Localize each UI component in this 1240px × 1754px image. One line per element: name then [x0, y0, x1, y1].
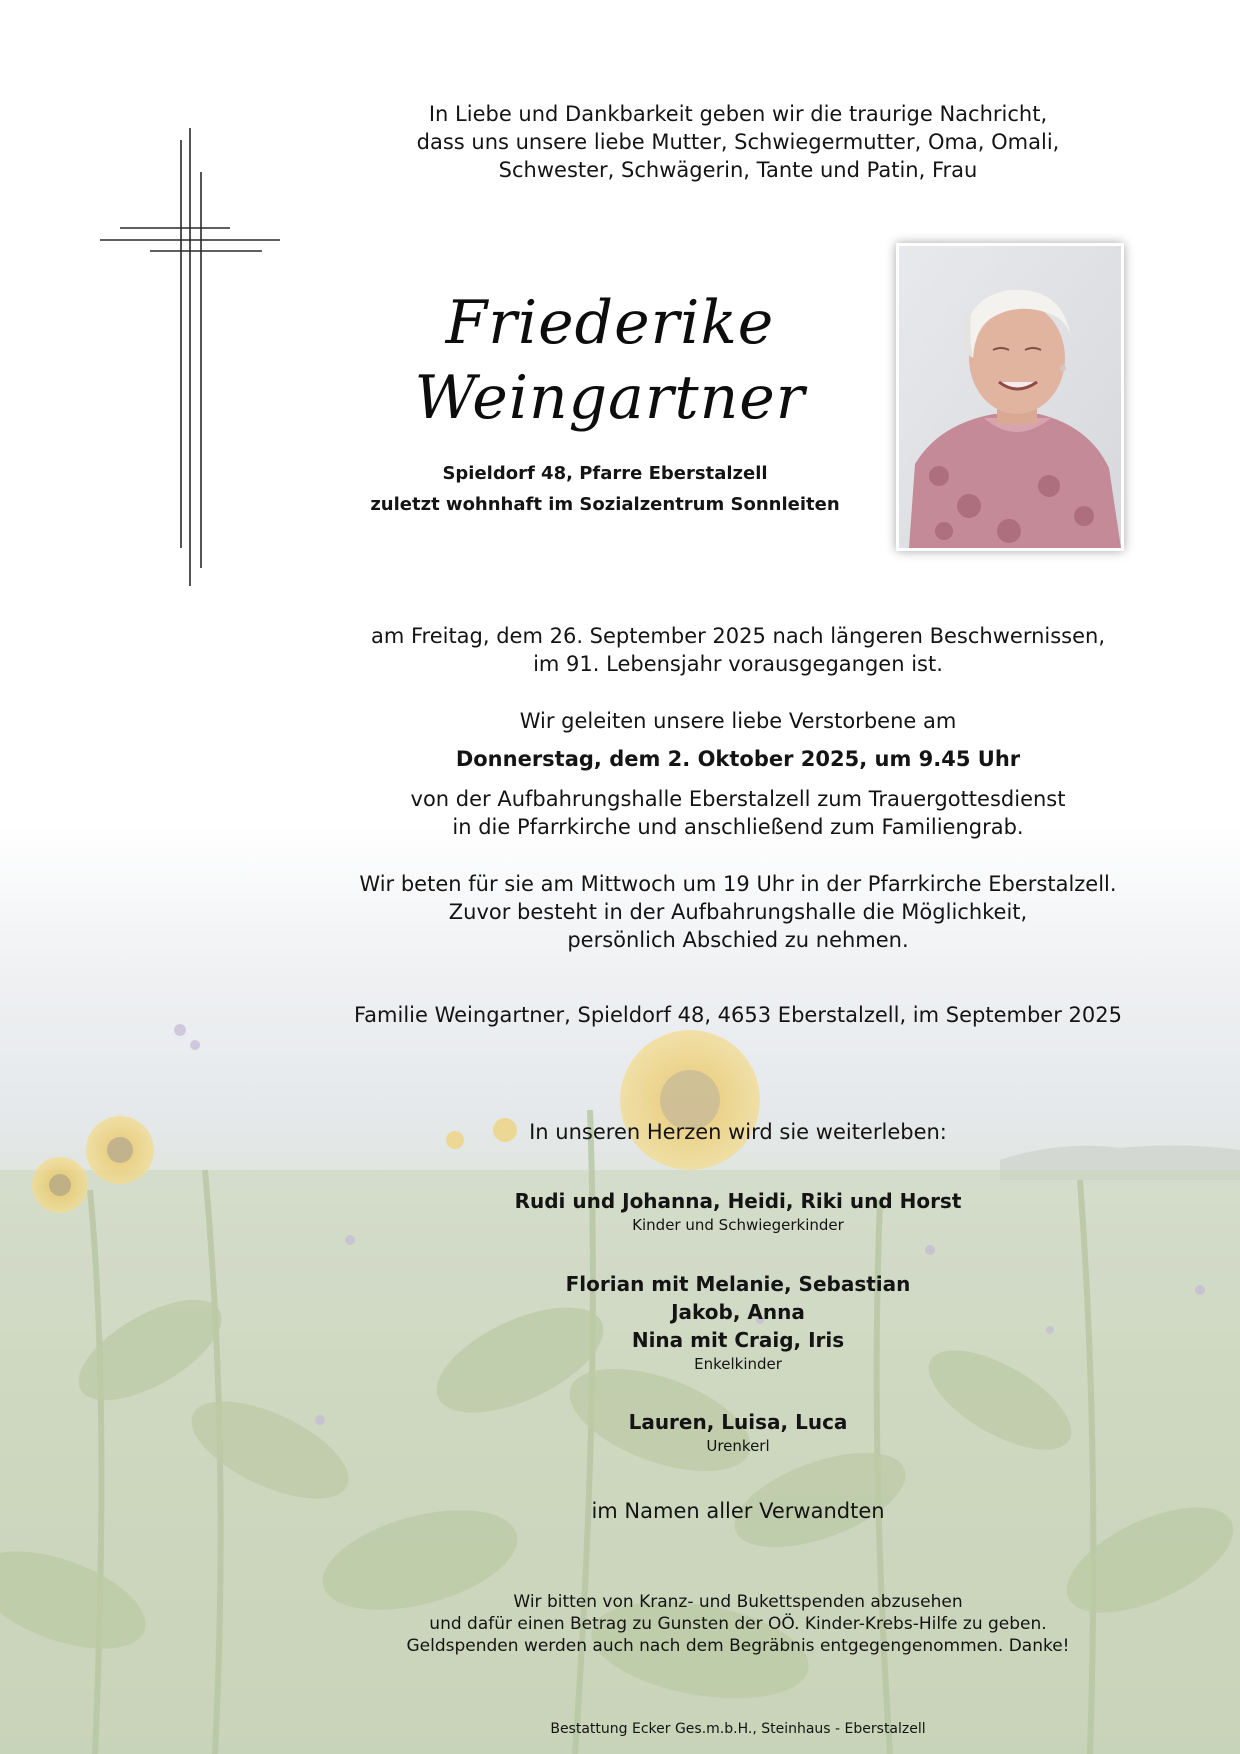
mourner-names: Florian mit Melanie, Sebastian: [565, 1272, 911, 1296]
funeral-date: Donnerstag, dem 2. Oktober 2025, um 9.45 Uhr: [455, 747, 1021, 771]
mourner-group-grandchildren: [330, 1270, 1146, 1374]
route-line: von der Aufbahrungshalle Eberstalzell zum Trauergottesdienst: [410, 787, 1066, 811]
mourner-names: Lauren, Luisa, Luca: [628, 1410, 848, 1434]
deceased-first-name: Friederike: [445, 288, 775, 358]
mourners-heading: In unseren Herzen wird sie weiterleben:: [529, 1120, 947, 1144]
donation-line: und dafür einen Betrag zu Gunsten der OÖ. Kinder-Krebs-Hilfe zu geben.: [429, 1614, 1047, 1634]
prayer-line: Wir beten für sie am Mittwoch um 19 Uhr in der Pfarrkirche Eberstalzell.: [359, 872, 1117, 896]
address-line: zuletzt wohnhaft im Sozialzentrum Sonnleiten: [370, 494, 840, 515]
intro-line: In Liebe und Dankbarkeit geben wir die traurige Nachricht,: [428, 102, 1048, 126]
mourner-names: Rudi und Johanna, Heidi, Riki und Horst: [514, 1189, 962, 1213]
funeral-route: [330, 785, 1146, 841]
intro-text: [330, 100, 1146, 184]
route-line: in die Pfarrkirche und anschließend zum Familiengrab.: [452, 815, 1024, 839]
family-signature: Familie Weingartner, Spieldorf 48, 4653 Eberstalzell, im September 2025: [354, 1003, 1122, 1027]
mourner-role: Urenkerl: [706, 1437, 770, 1455]
prayer-notice: [330, 870, 1146, 954]
donation-request: [330, 1591, 1146, 1657]
deceased-name: [380, 286, 840, 436]
donation-line: Wir bitten von Kranz- und Bukettspenden abzusehen: [513, 1592, 963, 1612]
funeral-escort-line: Wir geleiten unsere liebe Verstorbene am: [519, 709, 957, 733]
deceased-last-name: Weingartner: [414, 363, 806, 433]
prayer-line: Zuvor besteht in der Aufbahrungshalle die Möglichkeit,: [448, 900, 1028, 924]
mourner-names: Jakob, Anna: [671, 1300, 805, 1324]
portrait-photo: [896, 243, 1124, 551]
prayer-line: persönlich Abschied zu nehmen.: [567, 928, 909, 952]
intro-line: Schwester, Schwägerin, Tante und Patin, Frau: [498, 158, 978, 182]
intro-line: dass uns unsere liebe Mutter, Schwiegermutter, Oma, Omali,: [416, 130, 1060, 154]
mourner-role: Enkelkinder: [694, 1355, 782, 1373]
death-line: im 91. Lebensjahr vorausgegangen ist.: [533, 652, 943, 676]
donation-line: Geldspenden werden auch nach dem Begräbnis entgegengenommen. Danke!: [406, 1636, 1070, 1656]
address-line: Spieldorf 48, Pfarre Eberstalzell: [442, 463, 768, 484]
mourner-role: Kinder und Schwiegerkinder: [632, 1216, 844, 1234]
deceased-address: [360, 458, 850, 520]
portrait-image: [899, 246, 1121, 548]
mourner-names: Nina mit Craig, Iris: [631, 1328, 845, 1352]
cross-icon: [100, 128, 282, 588]
death-line: am Freitag, dem 26. September 2025 nach längeren Beschwernissen,: [370, 624, 1106, 648]
undertaker-credit: Bestattung Ecker Ges.m.b.H., Steinhaus - Eberstalzell: [550, 1721, 926, 1737]
death-notice: [330, 622, 1146, 678]
mourner-group-great-grandchildren: [330, 1408, 1146, 1456]
relatives-closing: im Namen aller Verwandten: [591, 1499, 885, 1523]
mourner-group-children: [330, 1187, 1146, 1235]
